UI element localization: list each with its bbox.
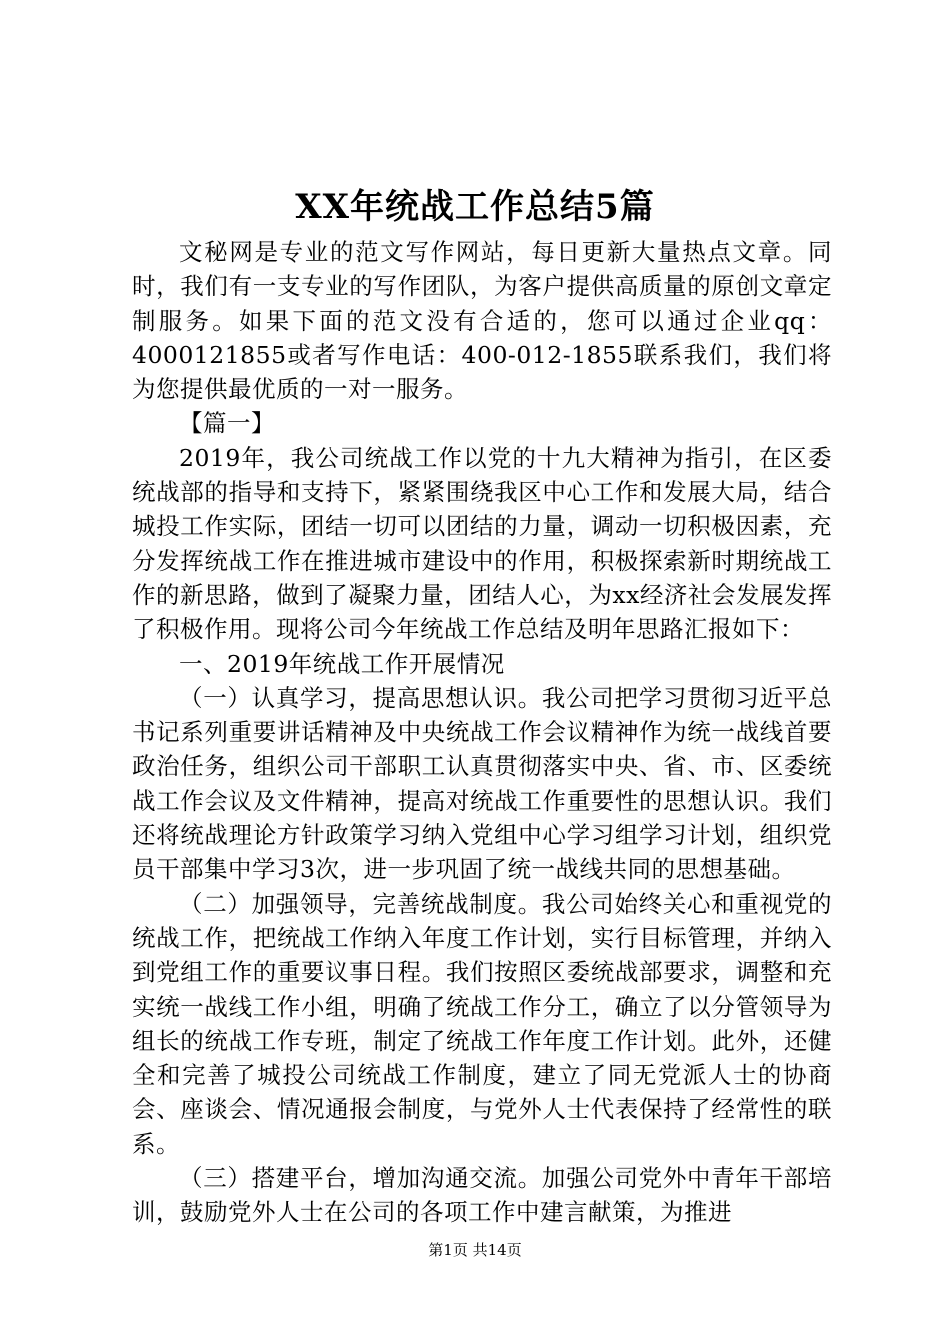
intro-paragraph: 文秘网是专业的范文写作网站，每日更新大量热点文章。同时，我们有一支专业的写作团队，为客户提供高质量的原创文章定制服务。如果下面的范文没有合适的，您可以通过企业qq：4000121855或者写作电话：400-012-1855联系我们，我们将为您提供最优质的一对一服务。	[132, 238, 832, 404]
section-heading: 一、2019年统战工作开展情况	[179, 649, 505, 678]
body-paragraph: （三）搭建平台，增加沟通交流。加强公司党外中青年干部培训，鼓励党外人士在公司的各项工作中建言献策，为推进	[132, 1164, 832, 1227]
document-title: XX年统战工作总结5篇	[295, 187, 655, 227]
page-number-footer: 第1页 共14页	[428, 1241, 522, 1259]
body-paragraph: （二）加强领导，完善统战制度。我公司始终关心和重视党的统战工作，把统战工作纳入年度工作计划，实行目标管理，并纳入到党组工作的重要议事日程。我们按照区委统战部要求，调整和充实统一战线工作小组，明确了统战工作分工，确立了以分管领导为组长的统战工作专班，制定了统战工作年度工作计划。此外，还健全和完善了城投公司统战工作制度，建立了同无党派人士的协商会、座谈会、情况通报会制度，与党外人士代表保持了经常性的联系。	[132, 889, 832, 1158]
document-body	[132, 235, 832, 1230]
body-paragraph: （一）认真学习，提高思想认识。我公司把学习贯彻习近平总书记系列重要讲话精神及中央统战工作会议精神作为统一战线首要政治任务，组织公司干部职工认真贯彻落实中央、省、市、区委统战工作会议及文件精神，提高对统战工作重要性的思想认识。我们还将统战理论方针政策学习纳入党组中心学习组学习计划，组织党员干部集中学习3次，进一步巩固了统一战线共同的思想基础。	[132, 683, 832, 884]
body-paragraph: 2019年，我公司统战工作以党的十九大精神为指引，在区委统战部的指导和支持下，紧紧围绕我区中心工作和发展大局，结合城投工作实际，团结一切可以团结的力量，调动一切积极因素，充分发挥统战工作在推进城市建设中的作用，积极探索新时期统战工作的新思路，做到了凝聚力量，团结人心，为xx经济社会发展发挥了积极作用。现将公司今年统战工作总结及明年思路汇报如下：	[132, 443, 832, 644]
section-heading-part-one: 【篇一】	[179, 409, 275, 438]
